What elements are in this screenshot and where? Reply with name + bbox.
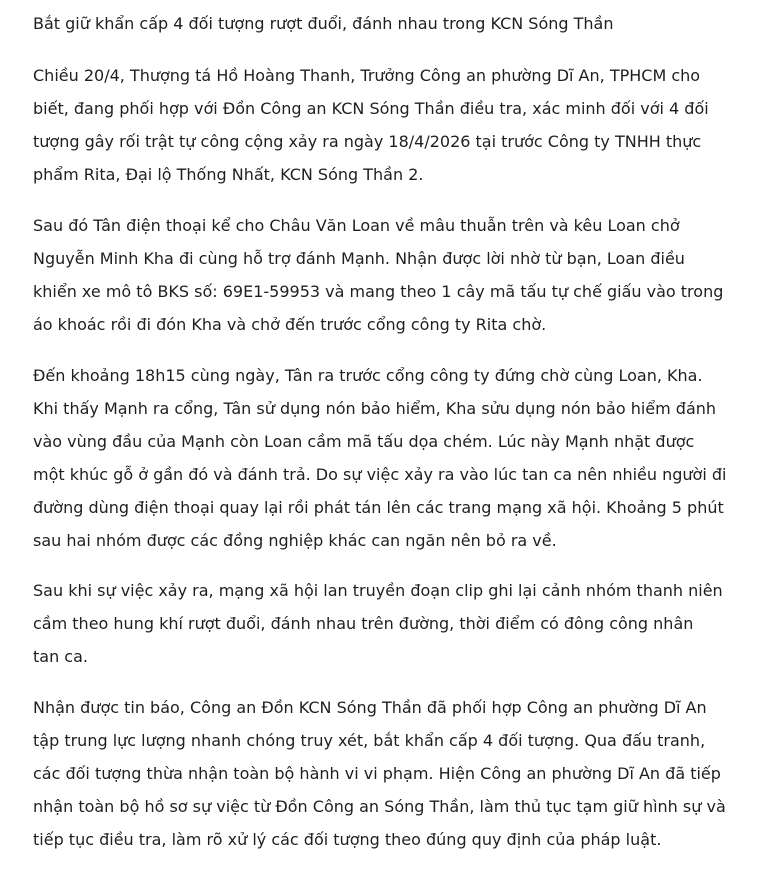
paragraph-line: phẩm Rita, Đại lộ Thống Nhất, KCN Sóng Thần 2.	[33, 165, 424, 184]
paragraph-line: Nguyễn Minh Kha đi cùng hỗ trợ đánh Mạnh. Nhận được lời nhờ từ bạn, Loan điều	[33, 249, 685, 268]
paragraph-line: cầm theo hung khí rượt đuổi, đánh nhau trên đường, thời điểm có đông công nhân	[33, 614, 694, 633]
paragraph-line: sau hai nhóm được các đồng nghiệp khác can ngăn nên bỏ ra về.	[33, 531, 557, 550]
article-paragraph-5	[33, 691, 741, 856]
paragraph-line: tập trung lực lượng nhanh chóng truy xét, bắt khẩn cấp 4 đối tượng. Qua đấu tranh,	[33, 731, 706, 750]
article-paragraph-3	[33, 359, 741, 557]
article-paragraph-1	[33, 59, 741, 191]
article-title: Bắt giữ khẩn cấp 4 đối tượng rượt đuổi, đánh nhau trong KCN Sóng Thần	[33, 14, 614, 33]
paragraph-line: Nhận được tin báo, Công an Đồn KCN Sóng Thần đã phối hợp Công an phường Dĩ An	[33, 698, 707, 717]
paragraph-line: Chiều 20/4, Thượng tá Hồ Hoàng Thanh, Trưởng Công an phường Dĩ An, TPHCM cho	[33, 66, 701, 85]
paragraph-line: Sau khi sự việc xảy ra, mạng xã hội lan truyền đoạn clip ghi lại cảnh nhóm thanh niên	[33, 581, 723, 600]
paragraph-line: biết, đang phối hợp với Đồn Công an KCN Sóng Thần điều tra, xác minh đối với 4 đối	[33, 99, 709, 118]
paragraph-line: vào vùng đầu của Mạnh còn Loan cầm mã tấu dọa chém. Lúc này Mạnh nhặt được	[33, 432, 695, 451]
article-paragraph-2	[33, 209, 741, 341]
paragraph-line: Khi thấy Mạnh ra cổng, Tân sử dụng nón bảo hiểm, Kha sửu dụng nón bảo hiểm đánh	[33, 399, 717, 418]
paragraph-line: nhận toàn bộ hồ sơ sự việc từ Đồn Công an Sóng Thần, làm thủ tục tạm giữ hình sự và	[33, 797, 726, 816]
paragraph-line: tiếp tục điều tra, làm rõ xử lý các đối tượng theo đúng quy định của pháp luật.	[33, 830, 662, 849]
paragraph-line: tan ca.	[33, 647, 88, 666]
paragraph-line: các đối tượng thừa nhận toàn bộ hành vi vi phạm. Hiện Công an phường Dĩ An đã tiếp	[33, 764, 721, 783]
paragraph-line: Sau đó Tân điện thoại kể cho Châu Văn Loan về mâu thuẫn trên và kêu Loan chở	[33, 216, 680, 235]
paragraph-line: một khúc gỗ ở gần đó và đánh trả. Do sự việc xảy ra vào lúc tan ca nên nhiều người đi	[33, 465, 727, 484]
paragraph-line: áo khoác rồi đi đón Kha và chở đến trước cổng công ty Rita chờ.	[33, 315, 547, 334]
article-paragraph-4	[33, 574, 741, 673]
paragraph-line: đường dùng điện thoại quay lại rồi phát tán lên các trang mạng xã hội. Khoảng 5 phút	[33, 498, 724, 517]
paragraph-line: Đến khoảng 18h15 cùng ngày, Tân ra trước cổng công ty đứng chờ cùng Loan, Kha.	[33, 366, 703, 385]
paragraph-line: khiển xe mô tô BKS số: 69E1-59953 và mang theo 1 cây mã tấu tự chế giấu vào trong	[33, 282, 724, 301]
paragraph-line: tượng gây rối trật tự công cộng xảy ra ngày 18/4/2026 tại trước Công ty TNHH thực	[33, 132, 702, 151]
